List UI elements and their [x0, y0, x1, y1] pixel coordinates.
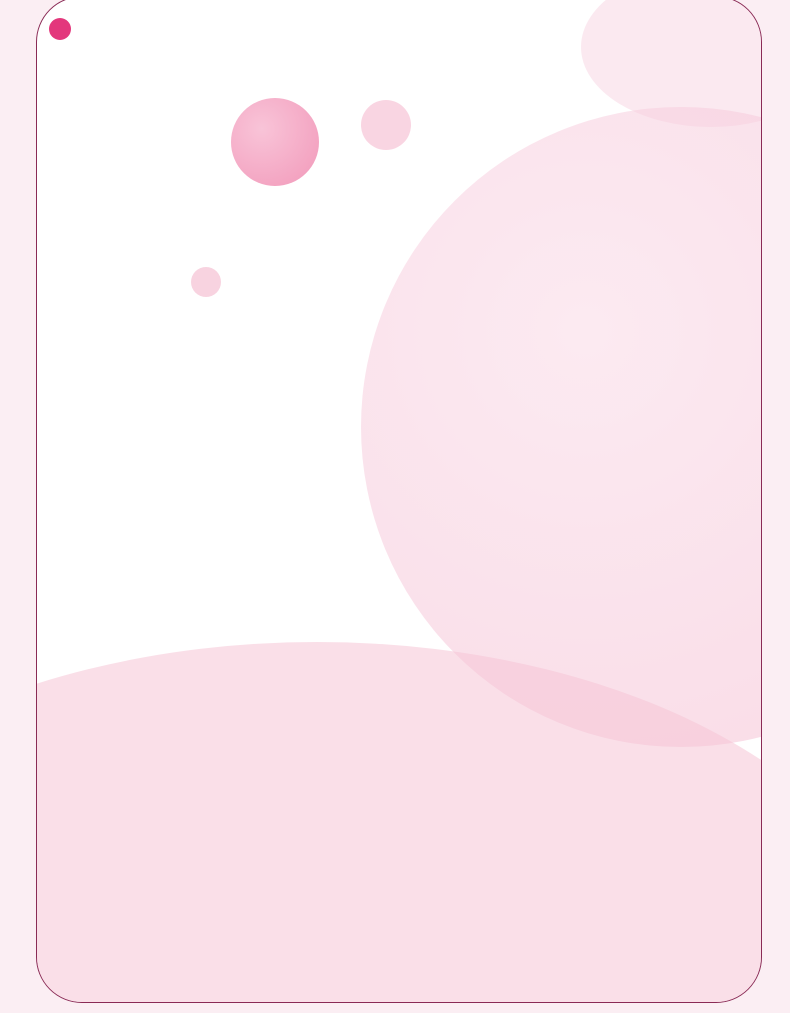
entry-number-badge: [49, 18, 71, 40]
toc-entry[interactable]: [0, 13, 790, 45]
